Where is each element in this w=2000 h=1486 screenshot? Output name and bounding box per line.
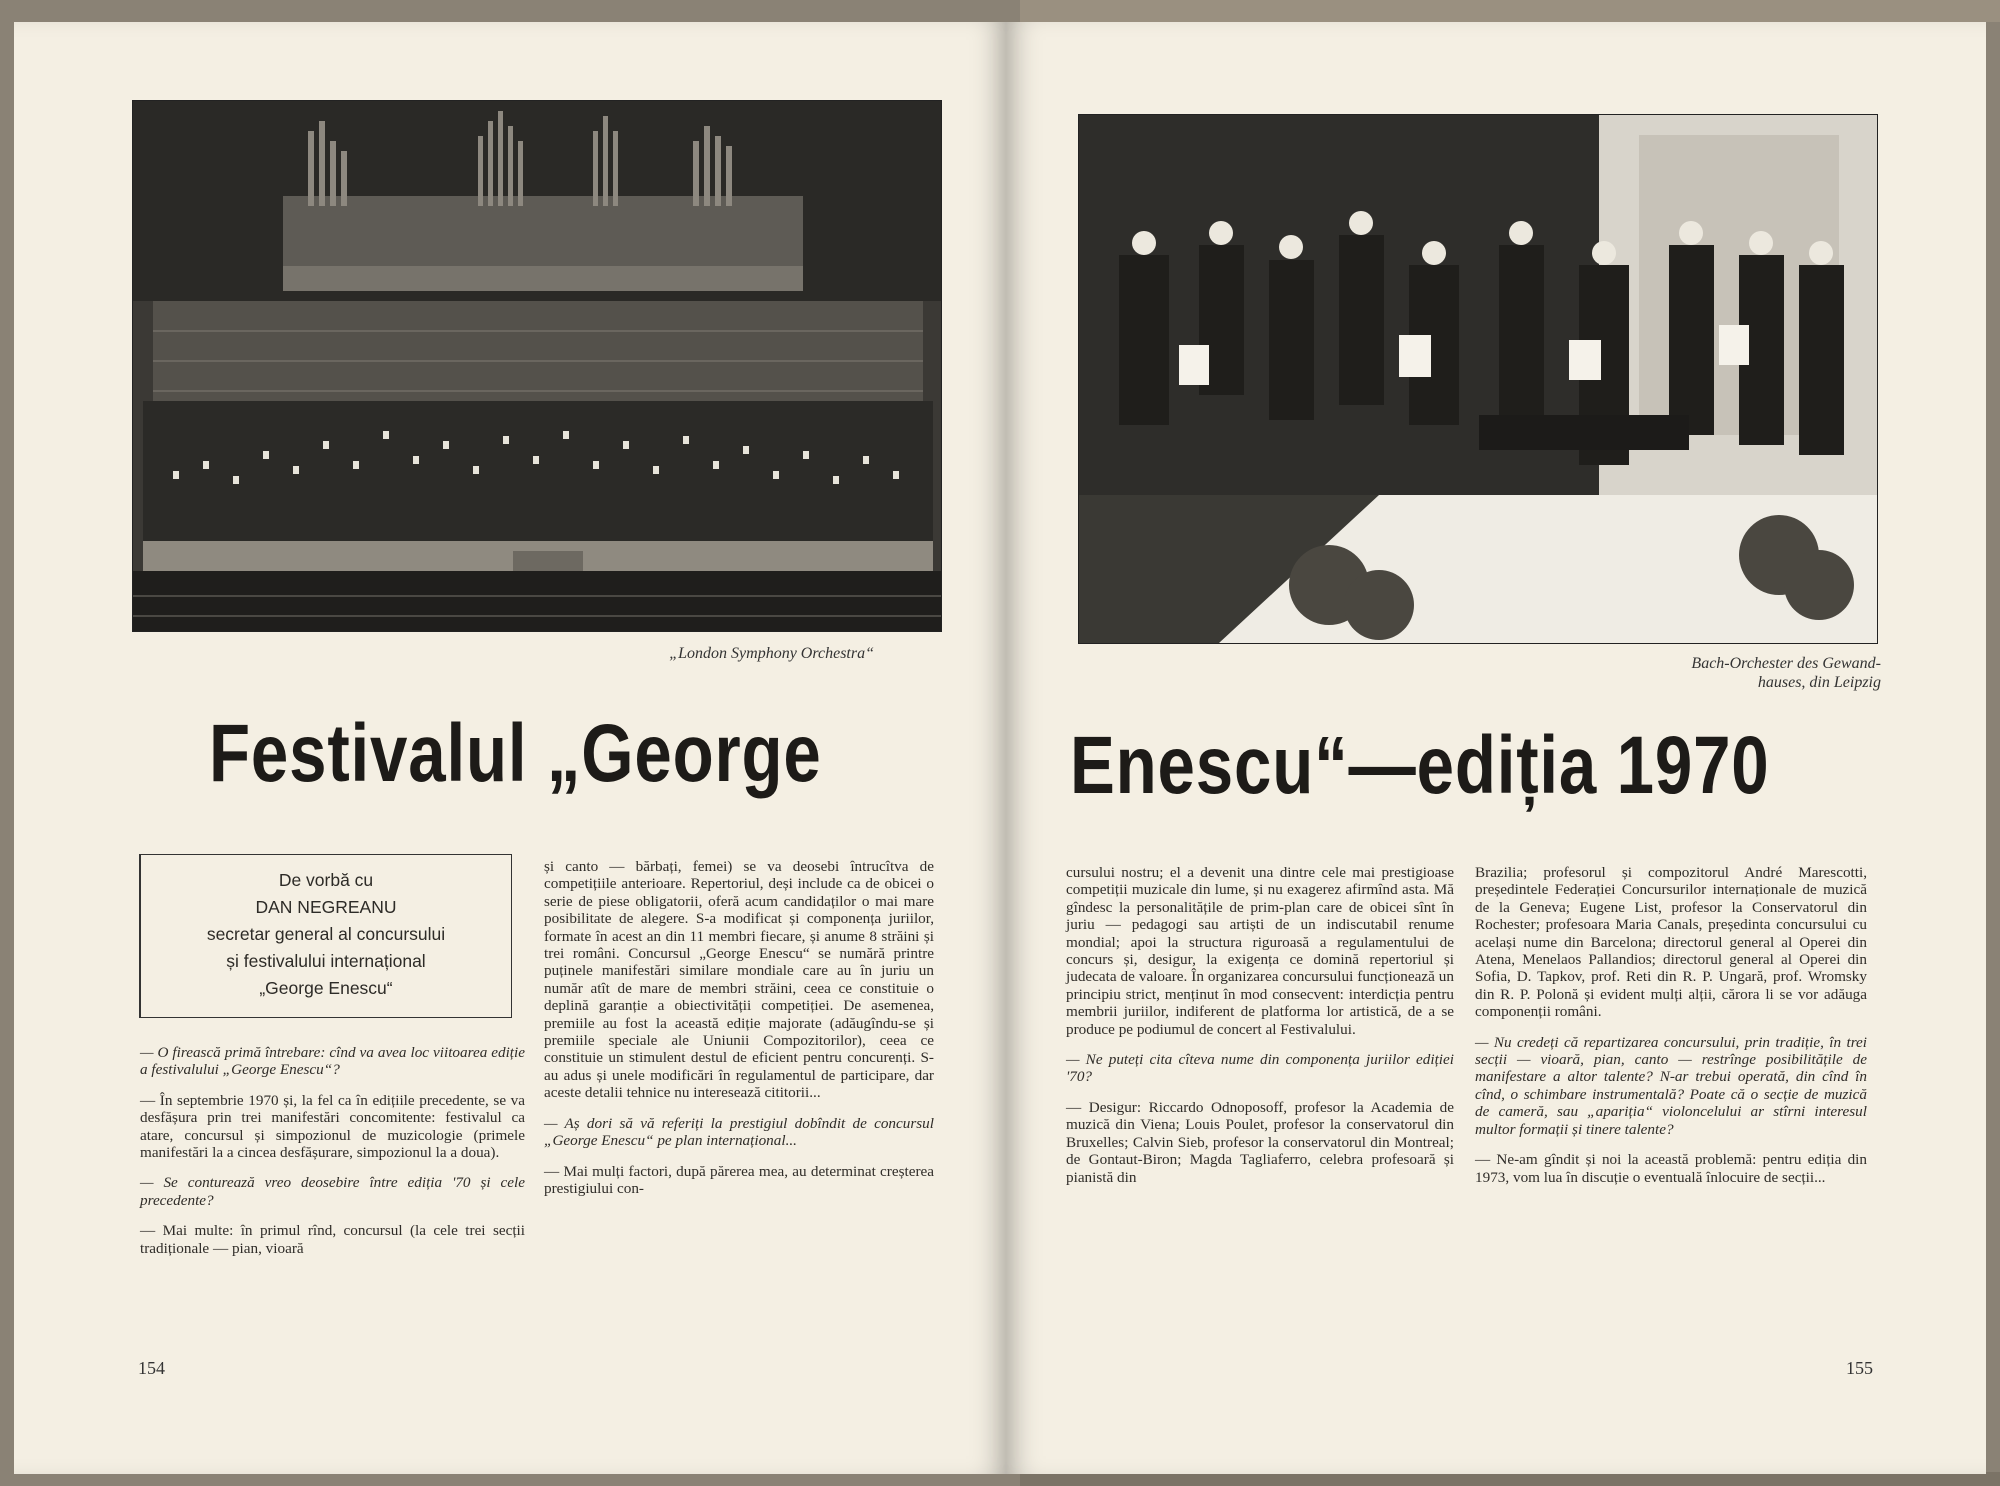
interview-answer: cursului nostru; el a devenit una dintre cele mai prestigioase competiții muzicale din lume, și nu exagerez afirmînd asta. Mă gîndesc la personalitățile de prim-plan care de obicei sînt în juriu — pedagogi sau artiști de un indiscutabil renume mondial; apoi la structura riguroasă a regulamentului de concurs și, desigur, la exigența ce domină repertoriul și judecata de valoare. În organizarea concursului funcționează un principiu strict, menținut în mod consecvent: interdicția pentru membrii juriilor, indiferent de platforma lor artistică, de a se produce pe podiumul de concert al Festivalului. [1066,864,1454,1038]
page-number: 154 [138,1358,165,1378]
interview-answer: — În septembrie 1970 și, la fel ca în edițiile precedente, se va desfășura prin trei manifestări concomitente: festivalul ca atare, concursul și simpozionul de muzicologie (primele manifestări la a cincea desfășurare, simpozionul la a doua). [140,1091,525,1162]
photo-caption-right [1526,654,1881,692]
interview-answer: — Mai multe: în primul rînd, concursul (la cele trei secții tradiționale — pian, vioară [140,1222,525,1257]
interview-box [139,854,512,1018]
interview-answer: Brazilia; profesorul și compozitorul André Marescotti, președintele Federației Concursurilor internaționale de muzică de la Geneva; Eugene List, profesor la Conservatorul din Rochester; profesoara Maria Canals, președinta concursului cu același nume din Barcelona; directorul general al Operei din Atena, Menelaos Pallandios; directorul general al Operei din Sofia, D. Tapkov, prof. Reti din R. P. Ungară, prof. Wromsky din R. P. Polonă și evident mulți alții, cărora li se vor adăuga componenții români. [1475,864,1867,1021]
interview-answer: și canto — bărbați, femei) se va deosebi întrucîtva de competițiile anterioare. Repertoriul, deși include ca de obicei o serie de piese obligatorii, oferă acum candidaților o mai mare posibilitate de alegere. S-a modificat și componența juriilor, formate în acest an din 11 membri fiecare, și anume 8 străini și trei români. Concursul „George Enescu“ se numără printre puținele manifestări similare mondiale care au în juriu un număr atît de mare de membri străini, ceea ce constituie o deplină garanție a obiectivității competiției. De asemenea, premiile au fost la această ediție majorate (adăugîndu-se și premiile speciale ale Uniunii Compozitorilor), ceea ce constituie un stimulent destul de eficient pentru concurenți. S-au adus și unele modificări în regulamentul de participare, dar aceste detalii tehnice nu interesează cititorii... [544,858,934,1102]
article-column [1475,864,1867,1199]
book-cover-edge-bottom [1020,1472,2000,1486]
page-number: 155 [1846,1358,1873,1378]
article-column [1066,864,1454,1199]
bach-orchester-photo [1078,114,1878,644]
interview-question: — Ne puteți cita cîteva nume din componența juriilor ediției '70? [1066,1051,1454,1086]
headline-right: Enescu“—ediția 1970 [1070,720,1770,811]
left-page [14,22,1006,1474]
interview-question: — Nu credeți că repartizarea concursului, prin tradiție, în trei secții — vioară, pian, canto — restrînge posibilitățile de manifestare a altor talente? N-ar trebui operată, din cînd în cînd, o schimbare instrumentală? Poate că o secție de muzică de cameră, sau „apariția“ violoncelului ar stîrni interesul multor formații și tinere talente? [1475,1033,1867,1138]
interview-box-line: De vorbă cu [278,870,374,890]
right-page [1006,22,1986,1474]
interview-box-line: secretar general al concursului [206,924,446,944]
interview-box-line: DAN NEGREANU [255,897,397,917]
london-symphony-orchestra-photo [132,100,942,632]
photo-caption-line: hauses, din Leipzig [1757,674,1881,691]
book-cover-edge-top-right [1020,0,2000,22]
article-column [140,1044,525,1270]
chamber-orchestra-illustration [1079,115,1877,643]
photo-caption-line: Bach-Orchester des Gewand- [1691,655,1881,672]
interview-question: — Aș dori să vă referiți la prestigiul dobîndit de concursul „George Enescu“ pe plan internațional... [544,1114,934,1150]
interview-box-line: „George Enescu“ [259,978,393,998]
interview-answer: — Desigur: Riccardo Odnoposoff, profesor la Academia de muzică din Viena; Louis Poulet, profesor la conservatorul din Bruxelles; Calvin Sieb, profesor la conservatorul din Montreal; de Gontaut-Biron; Magda Tagliaferro, celebra profesoară și pianistă din [1066,1098,1454,1186]
interview-answer: — Mai mulți factori, după părerea mea, au determinat creșterea prestigiului con- [544,1162,934,1197]
interview-box-line: și festivalului internațional [226,951,426,971]
photo-caption-left: „London Symphony Orchestra“ [669,645,874,662]
interview-question: — O firească primă întrebare: cînd va avea loc viitoarea ediție a festivalului „George Enescu“? [140,1044,525,1079]
interview-answer: — Ne-am gîndit și noi la această problemă: pentru ediția din 1973, vom lua în discuție o eventuală înlocuire de secții... [1475,1151,1867,1186]
concert-hall-illustration [133,101,941,631]
headline-left: Festivalul „George [209,708,822,799]
article-column [544,858,934,1210]
interview-question: — Se conturează vreo deosebire între ediția '70 și cele precedente? [140,1174,525,1209]
